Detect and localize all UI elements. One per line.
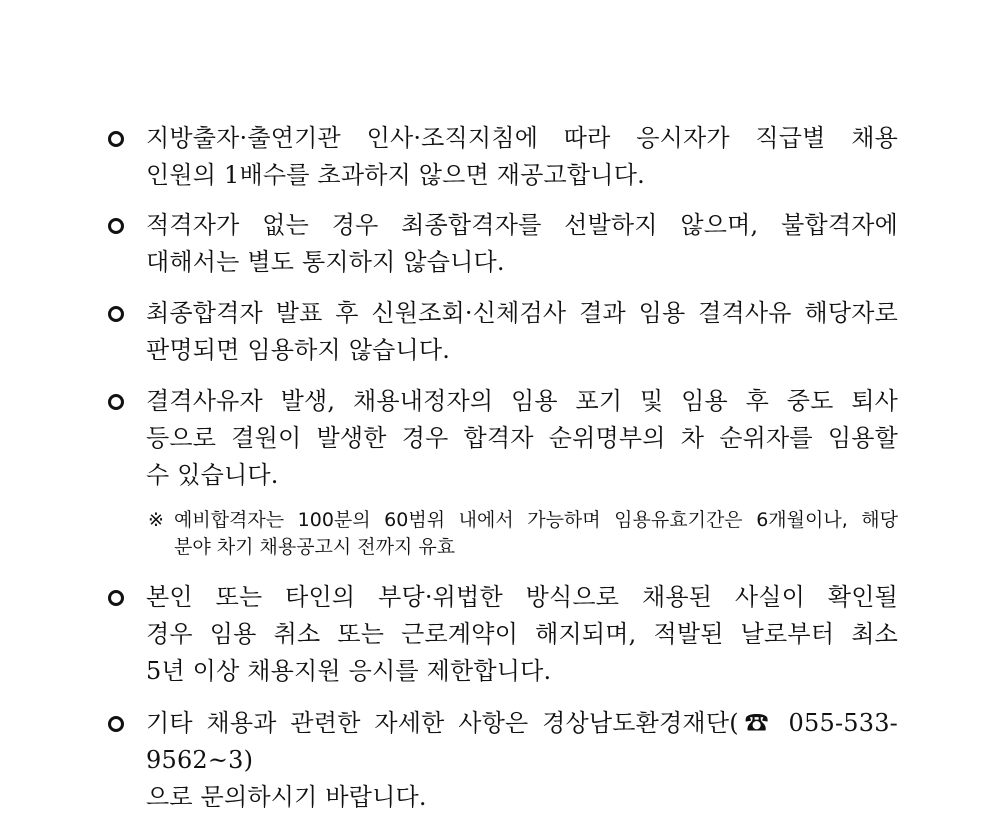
notice-item-text xyxy=(146,579,898,690)
notice-line: 경우 임용 취소 또는 근로계약이 해지되며, 적발된 날로부터 최소 xyxy=(146,620,898,648)
notice-item-text xyxy=(146,120,898,194)
notice-line: 등으로 결원이 발생한 경우 합격자 순위명부의 차 순위자를 임용할 xyxy=(146,424,898,452)
notice-item-4 xyxy=(108,383,898,494)
notice-line: 인원의 1배수를 초과하지 않으면 재공고합니다. xyxy=(146,161,645,189)
note-text xyxy=(174,507,898,561)
notice-line: 최종합격자 발표 후 신원조회·신체검사 결과 임용 결격사유 해당자로 xyxy=(146,299,898,327)
circle-bullet-icon xyxy=(108,716,124,732)
notice-line: 수 있습니다. xyxy=(146,461,279,489)
notice-item-text xyxy=(146,207,898,281)
reserve-candidate-note xyxy=(148,507,898,561)
notice-item-text xyxy=(146,705,898,816)
notice-line: 5년 이상 채용지원 응시를 제한합니다. xyxy=(146,657,552,685)
circle-bullet-icon xyxy=(108,218,124,234)
notice-item-3 xyxy=(108,295,898,369)
note-mark: ※ xyxy=(148,509,164,531)
notice-item-1 xyxy=(108,120,898,194)
note-line: 분야 차기 채용공고시 전까지 유효 xyxy=(174,536,456,558)
notice-line: 으로 문의하시기 바랍니다. xyxy=(146,783,427,811)
notice-item-6 xyxy=(108,705,898,816)
notice-item-text xyxy=(146,295,898,369)
notice-item-5 xyxy=(108,579,898,690)
circle-bullet-icon xyxy=(108,394,124,410)
notice-line: 적격자가 없는 경우 최종합격자를 선발하지 않으며, 불합격자에 xyxy=(146,211,898,239)
notice-line: 본인 또는 타인의 부당·위법한 방식으로 채용된 사실이 확인될 xyxy=(146,583,898,611)
notice-item-2 xyxy=(108,207,898,281)
circle-bullet-icon xyxy=(108,590,124,606)
notice-line: 대해서는 별도 통지하지 않습니다. xyxy=(146,248,505,276)
notice-line: 결격사유자 발생, 채용내정자의 임용 포기 및 임용 후 중도 퇴사 xyxy=(146,387,898,415)
notice-line: 판명되면 임용하지 않습니다. xyxy=(146,336,451,364)
circle-bullet-icon xyxy=(108,306,124,322)
note-line: 예비합격자는 100분의 60범위 내에서 가능하며 임용유효기간은 6개월이나, 해당 xyxy=(174,509,898,531)
circle-bullet-icon xyxy=(108,131,124,147)
notice-item-text xyxy=(146,383,898,494)
notice-line: 기타 채용과 관련한 자세한 사항은 경상남도환경재단(☎ 055-533-9562~3) xyxy=(146,709,898,774)
notice-line: 지방출자·출연기관 인사·조직지침에 따라 응시자가 직급별 채용 xyxy=(146,124,898,152)
